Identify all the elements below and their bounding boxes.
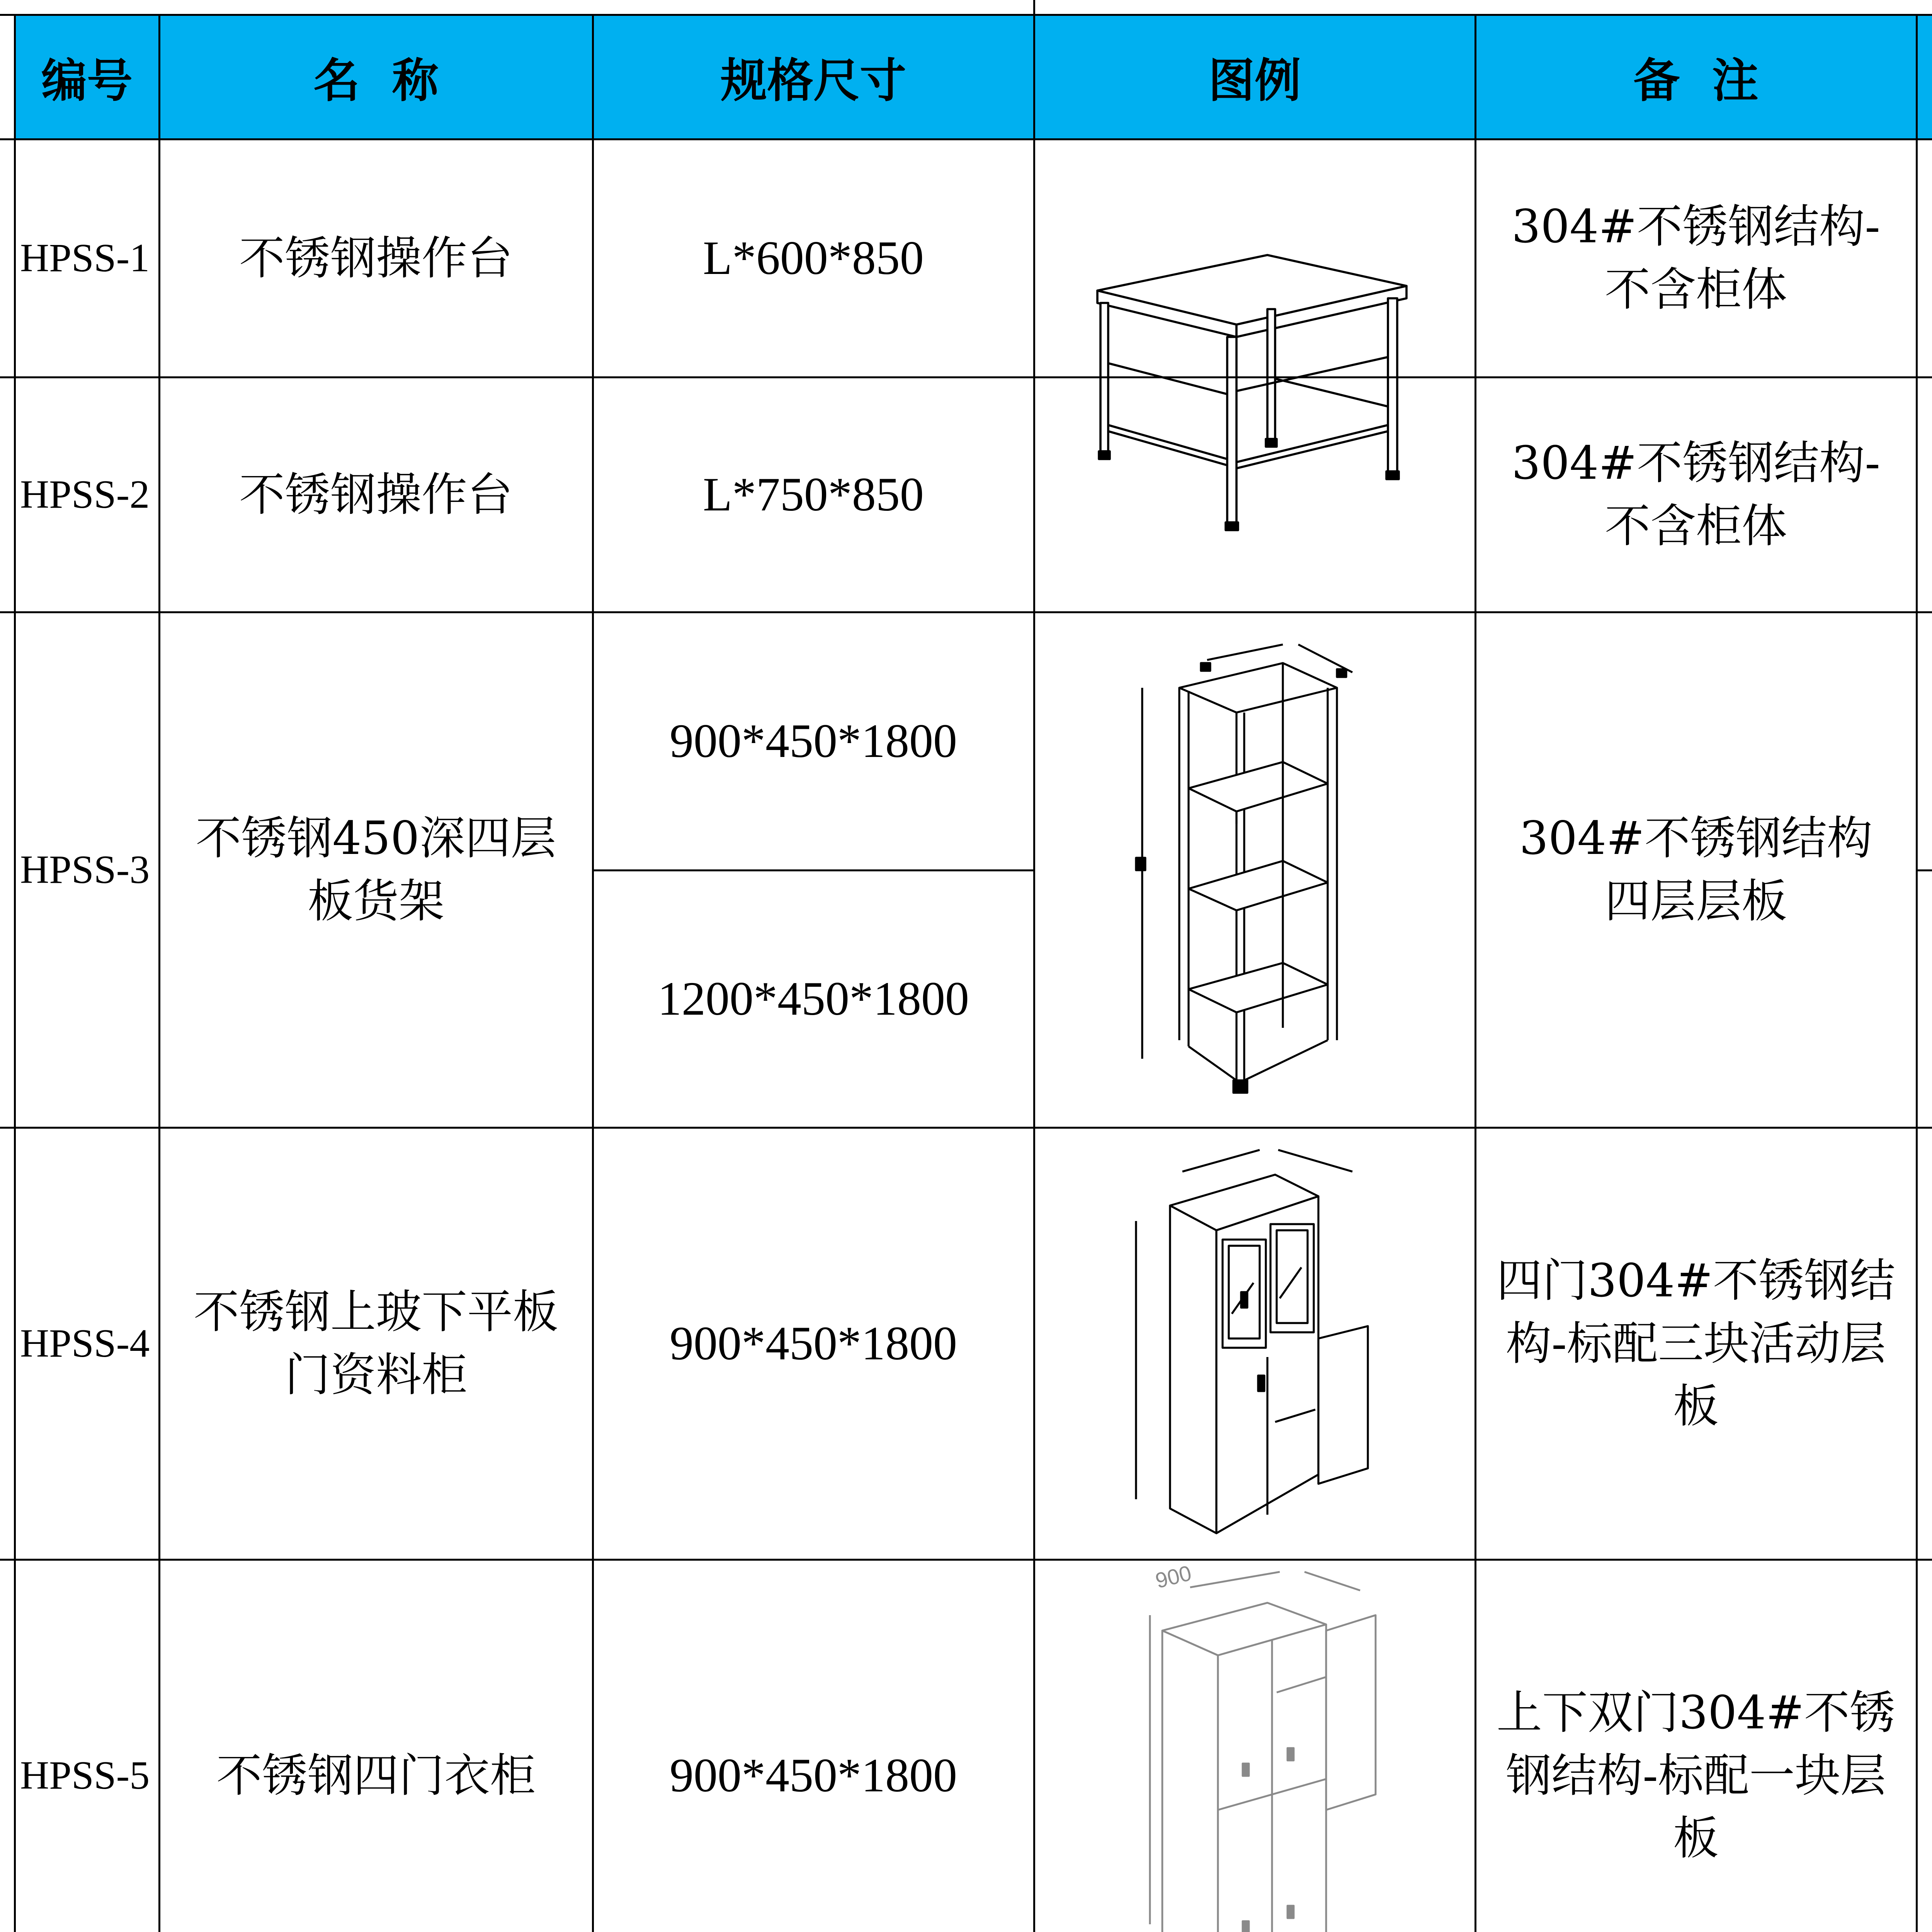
- grid-line: [0, 14, 1932, 16]
- row3-spec-1: 900*450*1800: [670, 714, 957, 768]
- row2-unit: [1917, 378, 1932, 611]
- grid-line: [1033, 0, 1035, 1932]
- glass-top-file-cabinet-icon: [1121, 1144, 1383, 1546]
- row4-code: HPSS-4: [20, 1321, 150, 1366]
- row1-unit: [1917, 140, 1932, 376]
- grid-line: [14, 14, 16, 1932]
- grid-line: [1917, 869, 1932, 871]
- header-code: 编号: [15, 15, 158, 138]
- row3-unit-1: [1917, 613, 1932, 869]
- header-image: 图例: [1035, 15, 1475, 138]
- row1-spec: L*600*850: [703, 231, 924, 285]
- row1-remark: 304#不锈钢结构-不含柜体: [1512, 200, 1880, 316]
- row5-name: 不锈钢四门衣柜: [216, 1748, 536, 1802]
- grid-line: [0, 138, 1932, 140]
- header-name: 名 称: [160, 15, 592, 138]
- dimension-label-900: 900: [1153, 1560, 1194, 1593]
- row5-remark: 上下双门304#不锈钢结构-标配一块层板: [1496, 1685, 1896, 1865]
- grid-line: [594, 869, 1033, 871]
- row3-remark: 304#不锈钢结构四层层板: [1519, 811, 1873, 928]
- row2-spec: L*750*850: [703, 468, 924, 521]
- row2-name: 不锈钢操作台: [239, 468, 513, 521]
- row4-remark: 四门304#不锈钢结构-标配三块活动层板: [1496, 1253, 1896, 1433]
- grid-line: [1916, 14, 1918, 1932]
- row3-code: HPSS-3: [20, 847, 150, 892]
- stainless-workbench-icon: [1066, 193, 1437, 541]
- row2-remark: 304#不锈钢结构-不含柜体: [1512, 436, 1880, 553]
- row2-code: HPSS-2: [20, 472, 150, 517]
- row1-code: HPSS-1: [20, 236, 150, 281]
- grid-line: [592, 14, 594, 1932]
- four-shelf-rack-icon: [1121, 641, 1383, 1105]
- row1-name: 不锈钢操作台: [239, 231, 513, 285]
- row5-spec: 900*450*1800: [670, 1749, 957, 1802]
- row3-unit-2: [1917, 871, 1932, 1127]
- grid-line: [0, 376, 1932, 378]
- row4-unit: [1917, 1128, 1932, 1559]
- grid-line: [0, 1559, 1932, 1561]
- row4-spec: 900*450*1800: [670, 1317, 957, 1370]
- row5-code: HPSS-5: [20, 1753, 150, 1798]
- row3-name: 不锈钢450深四层板货架: [196, 811, 556, 928]
- grid-line: [0, 611, 1932, 613]
- four-door-wardrobe-icon: [1144, 1560, 1391, 1932]
- header-remark: 备 注: [1476, 15, 1916, 138]
- row4-name: 不锈钢上玻下平板门资料柜: [193, 1285, 558, 1401]
- row5-unit: [1917, 1560, 1932, 1932]
- grid-line: [0, 1127, 1932, 1129]
- grid-line: [158, 14, 160, 1932]
- header-unit: [1917, 15, 1932, 138]
- header-spec: 规格尺寸: [594, 15, 1033, 138]
- row3-spec-2: 1200*450*1800: [658, 972, 969, 1026]
- grid-line: [1475, 14, 1476, 1932]
